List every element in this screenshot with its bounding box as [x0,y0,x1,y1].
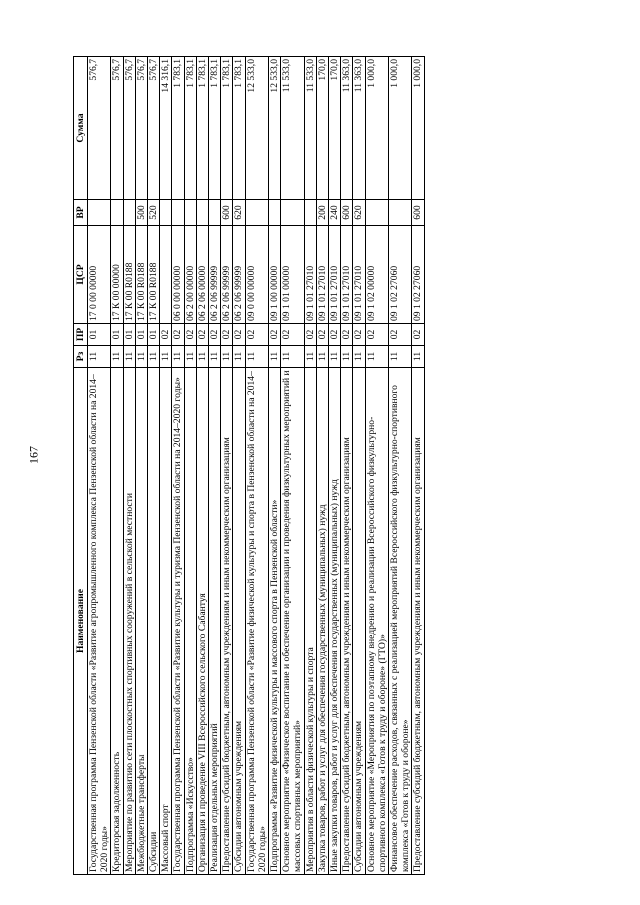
table-row [88,57,111,875]
row-pr: 02 [412,324,424,346]
table-row [304,57,316,875]
row-rz: 11 [88,346,111,368]
table-row [196,57,208,875]
table-row [160,57,172,875]
table-row [233,57,245,875]
row-csr: 06 2 06 99999 [233,226,245,324]
row-csr: 17 К 00 00000 [111,226,123,324]
table-row [365,57,388,875]
header-pr: ПР [74,324,88,346]
row-pr: 01 [135,324,147,346]
row-name: Мероприятия в области физической культуры и спорта [304,368,316,875]
row-csr: 09 1 02 27060 [389,226,412,324]
row-name: Организация и проведение VIII Всероссийского сельского Сабантуя [196,368,208,875]
row-rz: 11 [196,346,208,368]
header-name: Наименование [74,368,88,875]
row-csr: 17 0 00 00000 [88,226,111,324]
row-pr: 02 [389,324,412,346]
row-name: Основное мероприятие «Физическое воспитание и обеспечение организации и проведения физкультурных мероприятий и массовых спортивных мероприятий» [281,368,304,875]
row-rz: 11 [123,346,135,368]
table-row [123,57,135,875]
row-vr [111,200,123,226]
row-name: Государственная программа Пензенской области «Развитие культуры и туризма Пензенской области на 2014–2020 годы» [172,368,184,875]
row-sum: 1 783,1 [221,57,233,200]
table-row [184,57,196,875]
row-csr: 06 2 06 99999 [209,226,221,324]
row-csr: 17 К 00 R0188 [135,226,147,324]
row-pr: 02 [304,324,316,346]
row-rz: 11 [245,346,268,368]
row-pr: 02 [245,324,268,346]
row-pr: 02 [269,324,281,346]
row-csr: 09 0 00 00000 [245,226,268,324]
row-rz: 11 [281,346,304,368]
row-pr: 02 [353,324,365,346]
row-pr: 01 [111,324,123,346]
row-sum: 576,7 [88,57,111,200]
row-vr [245,200,268,226]
row-sum: 1 783,1 [184,57,196,200]
row-csr: 09 1 01 27010 [304,226,316,324]
table-row [269,57,281,875]
row-sum: 12 533,0 [269,57,281,200]
row-csr: 09 1 01 00000 [281,226,304,324]
budget-table [73,56,425,875]
table-row [412,57,424,875]
row-rz: 11 [269,346,281,368]
header-rz: Рз [74,346,88,368]
row-vr: 620 [353,200,365,226]
row-rz: 11 [111,346,123,368]
row-sum: 576,7 [135,57,147,200]
rotated-page-content [73,57,615,875]
table-row [316,57,328,875]
row-sum: 12 533,0 [245,57,268,200]
row-pr: 02 [329,324,341,346]
table-row [329,57,341,875]
table-row [221,57,233,875]
row-vr: 200 [316,200,328,226]
row-name: Подпрограмма «Искусство» [184,368,196,875]
row-vr [123,200,135,226]
row-pr: 02 [281,324,304,346]
row-pr: 02 [172,324,184,346]
row-rz: 11 [160,346,172,368]
table-row [148,57,160,875]
row-name: Подпрограмма «Развитие физической культуры и массового спорта в Пензенской области» [269,368,281,875]
row-sum: 11 363,0 [353,57,365,200]
row-rz: 11 [412,346,424,368]
row-rz: 11 [365,346,388,368]
row-pr: 02 [365,324,388,346]
row-vr [184,200,196,226]
row-vr: 600 [221,200,233,226]
row-sum: 170,0 [329,57,341,200]
row-name: Государственная программа Пензенской области «Развитие агропромышленного комплекса Пензенской области на 2014–2020 годы» [88,368,111,875]
row-name: Государственная программа Пензенской области «Развитие физической культуры и спорта в Пензенской области на 2014–2020 годы» [245,368,268,875]
page-number: 167 [26,446,41,464]
row-name: Финансовое обеспечение расходов, связанных с реализацией мероприятий Всероссийского физкультурно-спортивного комплекса «Готов к труду и обороне» [389,368,412,875]
table-row [172,57,184,875]
row-rz: 11 [341,346,353,368]
row-csr: 06 2 06 99999 [221,226,233,324]
row-rz: 11 [209,346,221,368]
row-vr: 520 [148,200,160,226]
row-csr: 06 2 00 00000 [184,226,196,324]
row-vr [281,200,304,226]
row-rz: 11 [221,346,233,368]
row-vr: 500 [135,200,147,226]
row-rz: 11 [316,346,328,368]
row-csr: 06 0 00 00000 [172,226,184,324]
row-csr: 09 1 01 27010 [353,226,365,324]
row-pr: 02 [316,324,328,346]
row-name: Основное мероприятие «Мероприятия по поэтапному внедрению и реализации Всероссийского физкультурно-спортивного комплекса «Готов к труду и обороне» (ГТО)» [365,368,388,875]
row-pr: 02 [196,324,208,346]
row-rz: 11 [304,346,316,368]
row-vr: 600 [341,200,353,226]
row-name: Межбюджетные трансферты [135,368,147,875]
row-sum: 170,0 [316,57,328,200]
row-name: Предоставление субсидий бюджетным, автономным учреждениям и иным некоммерческим организациям [341,368,353,875]
row-sum: 1 000,0 [412,57,424,200]
header-sum: Сумма [74,57,88,200]
row-rz: 11 [329,346,341,368]
table-row [341,57,353,875]
row-pr: 01 [123,324,135,346]
row-vr: 240 [329,200,341,226]
row-sum: 1 000,0 [389,57,412,200]
row-pr: 02 [221,324,233,346]
row-sum: 11 363,0 [341,57,353,200]
row-vr [209,200,221,226]
row-name: Субсидии [148,368,160,875]
header-csr: ЦСР [74,226,88,324]
row-sum: 576,7 [111,57,123,200]
row-rz: 11 [184,346,196,368]
row-vr [304,200,316,226]
row-name: Кредиторская задолженность [111,368,123,875]
row-vr [269,200,281,226]
row-csr [160,226,172,324]
row-sum: 1 783,1 [172,57,184,200]
row-vr [88,200,111,226]
row-vr: 600 [412,200,424,226]
row-rz: 11 [353,346,365,368]
row-vr: 620 [233,200,245,226]
row-pr: 02 [341,324,353,346]
header-vr: ВР [74,200,88,226]
row-csr: 09 1 01 27010 [329,226,341,324]
row-sum: 11 533,0 [304,57,316,200]
table-row [389,57,412,875]
row-pr: 01 [88,324,111,346]
row-sum: 14 316,1 [160,57,172,200]
row-vr [172,200,184,226]
row-name: Реализация отдельных мероприятий [209,368,221,875]
row-csr: 06 2 06 00000 [196,226,208,324]
row-name: Субсидии автономным учреждениям [233,368,245,875]
row-sum: 576,7 [123,57,135,200]
row-csr: 09 1 01 27010 [341,226,353,324]
row-rz: 11 [148,346,160,368]
row-vr [160,200,172,226]
row-name: Мероприятие по развитию сети плоскостных спортивных сооружений в сельской местности [123,368,135,875]
row-sum: 1 000,0 [365,57,388,200]
table-row [111,57,123,875]
row-sum: 576,7 [148,57,160,200]
table-row [209,57,221,875]
row-vr [389,200,412,226]
row-vr [365,200,388,226]
row-pr: 01 [148,324,160,346]
table-row [281,57,304,875]
table-row [245,57,268,875]
row-csr: 17 К 00 R0188 [123,226,135,324]
row-sum: 1 783,1 [196,57,208,200]
row-sum: 1 783,1 [233,57,245,200]
row-rz: 11 [389,346,412,368]
row-csr: 09 1 01 27010 [316,226,328,324]
row-csr: 09 1 02 00000 [365,226,388,324]
row-name: Массовый спорт [160,368,172,875]
row-name: Субсидии автономным учреждениям [353,368,365,875]
row-rz: 11 [172,346,184,368]
table-row [135,57,147,875]
row-vr [196,200,208,226]
row-name: Предоставление субсидий бюджетным, автономным учреждениям и иным некоммерческим организациям [221,368,233,875]
row-rz: 11 [135,346,147,368]
row-pr: 02 [160,324,172,346]
row-name: Иные закупки товаров, работ и услуг для обеспечения государственных (муниципальных) нужд [329,368,341,875]
table-header-row [74,57,88,875]
row-sum: 11 533,0 [281,57,304,200]
row-csr: 17 К 00 R0188 [148,226,160,324]
row-pr: 02 [209,324,221,346]
table-row [353,57,365,875]
row-name: Предоставление субсидий бюджетным, автономным учреждениям и иным некоммерческим организациям [412,368,424,875]
row-rz: 11 [233,346,245,368]
row-name: Закупка товаров, работ и услуг для обеспечения государственных (муниципальных) нужд [316,368,328,875]
row-csr: 09 1 02 27060 [412,226,424,324]
row-pr: 02 [184,324,196,346]
row-pr: 02 [233,324,245,346]
row-sum: 1 783,1 [209,57,221,200]
row-csr: 09 1 00 00000 [269,226,281,324]
